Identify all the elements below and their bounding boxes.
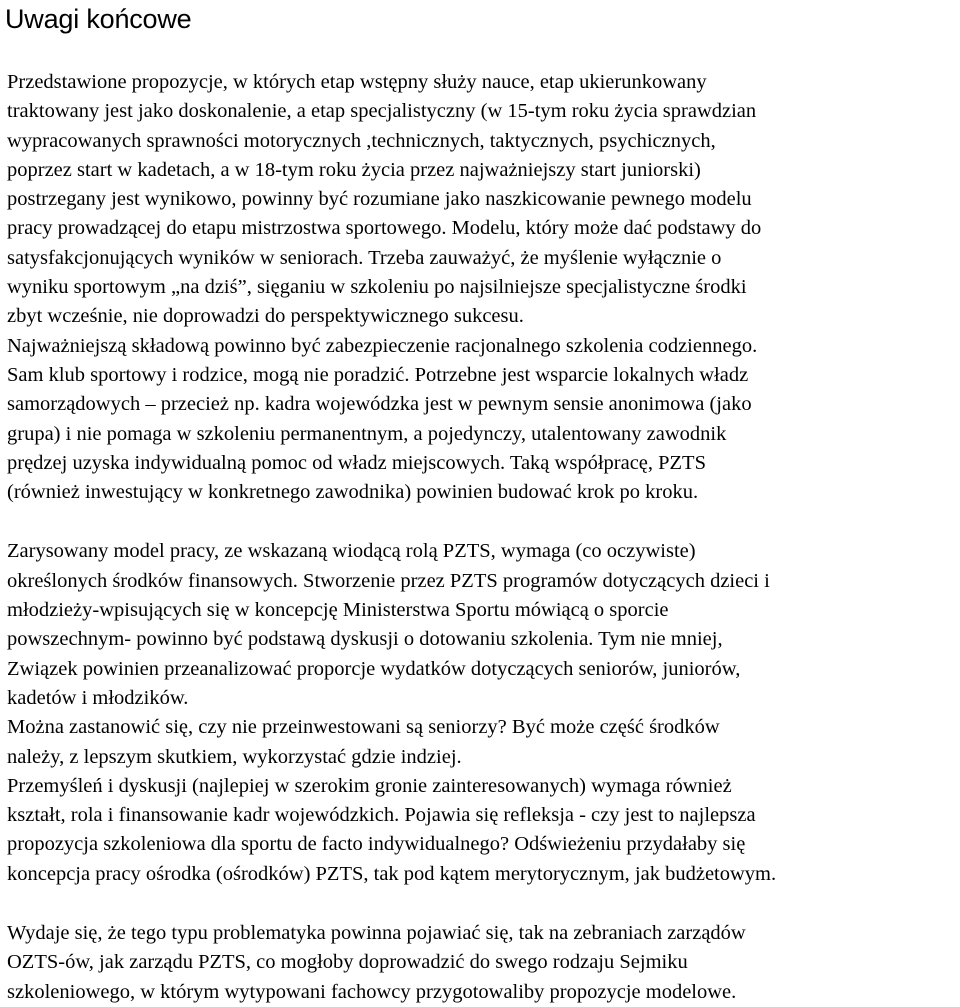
- paragraph-block-1: [7, 68, 957, 507]
- text-line: grupa) i nie pomaga w szkoleniu permanentnym, a pojedynczy, utalentowany zawodnik: [7, 422, 727, 445]
- text-line: szkoleniowego, w którym wytypowani fachowcy przygotowaliby propozycje modelowe.: [7, 980, 737, 1003]
- paragraph-block-2: [7, 537, 957, 889]
- text-line: kadetów i młodzików.: [7, 686, 189, 709]
- text-line: poprzez start w kadetach, a w 18-tym roku życia przez najważniejszy start juniorski): [7, 158, 701, 181]
- text-line: Zarysowany model pracy, ze wskazaną wiodącą rolą PZTS, wymaga (co oczywiste): [7, 540, 696, 563]
- text-line: Przedstawione propozycje, w których etap wstępny służy nauce, etap ukierunkowany: [7, 71, 707, 93]
- text-line: młodzieży-wpisujących się w koncepcję Ministerstwa Sportu mówiącą o sporcie: [7, 599, 669, 622]
- text-line: traktowany jest jako doskonalenie, a etap specjalistyczny (w 15-tym roku życia sprawdzian: [7, 100, 757, 123]
- text-line: zbyt wcześnie, nie doprowadzi do perspektywicznego sukcesu.: [7, 305, 524, 328]
- text-line: Przemyśleń i dyskusji (najlepiej w szerokim gronie zainteresowanych) wymaga również: [7, 774, 732, 797]
- text-line: samorządowych – przecież np. kadra wojewódzka jest w pewnym sensie anonimowa (jako: [7, 393, 752, 416]
- text-line: (również inwestujący w konkretnego zawodnika) powinien budować krok po kroku.: [7, 481, 699, 504]
- text-line: prędzej uzyska indywidualną pomoc od władz miejscowych. Taką współpracę, PZTS: [7, 451, 706, 474]
- text-line: pracy prowadzącej do etapu mistrzostwa sportowego. Modelu, który może dać podstawy do: [7, 217, 762, 240]
- text-line: wypracowanych sprawności motorycznych ,technicznych, taktycznych, psychicznych,: [7, 129, 716, 152]
- text-line: wyniku sportowym „na dziś”, sięganiu w szkoleniu po najsilniejsze specjalistyczne środki: [7, 276, 747, 299]
- document-page: [7, 0, 957, 1007]
- text-line: postrzegany jest wynikowo, powinny być rozumiane jako naszkicowanie pewnego modelu: [7, 188, 752, 211]
- text-line: należy, z lepszym skutkiem, wykorzystać gdzie indziej.: [7, 745, 462, 768]
- text-line: koncepcja pracy ośrodka (ośrodków) PZTS, tak pod kątem merytorycznym, jak budżetowym.: [7, 862, 777, 885]
- text-line: określonych środków finansowych. Stworzenie przez PZTS programów dotyczących dzieci i: [7, 569, 770, 592]
- text-line: kształt, rola i finansowanie kadr wojewódzkich. Pojawia się refleksja - czy jest to najlepsza: [7, 804, 756, 827]
- text-line: Związek powinien przeanalizować proporcje wydatków dotyczących seniorów, juniorów,: [7, 657, 741, 680]
- page-title: Uwagi końcowe: [5, 4, 192, 34]
- text-line: propozycja szkoleniowa dla sportu de facto indywidualnego? Odświeżeniu przydałaby się: [7, 833, 746, 856]
- text-line: powszechnym- powinno być podstawą dyskusji o dotowaniu szkolenia. Tym nie mniej,: [7, 628, 723, 651]
- text-line: Wydaje się, że tego typu problematyka powinna pojawiać się, tak na zebraniach zarządów: [7, 922, 746, 945]
- text-line: Sam klub sportowy i rodzice, mogą nie poradzić. Potrzebne jest wsparcie lokalnych władz: [7, 363, 749, 386]
- text-line: OZTS-ów, jak zarządu PZTS, co mogłoby doprowadzić do swego rodzaju Sejmiku: [7, 951, 688, 974]
- text-line: Najważniejszą składową powinno być zabezpieczenie racjonalnego szkolenia codziennego.: [7, 334, 758, 357]
- paragraph-block-3: [7, 919, 957, 1007]
- text-line: satysfakcjonujących wyników w seniorach. Trzeba zauważyć, że myślenie wyłącznie o: [7, 246, 722, 269]
- text-line: Można zastanowić się, czy nie przeinwestowani są seniorzy? Być może część środków: [7, 716, 720, 739]
